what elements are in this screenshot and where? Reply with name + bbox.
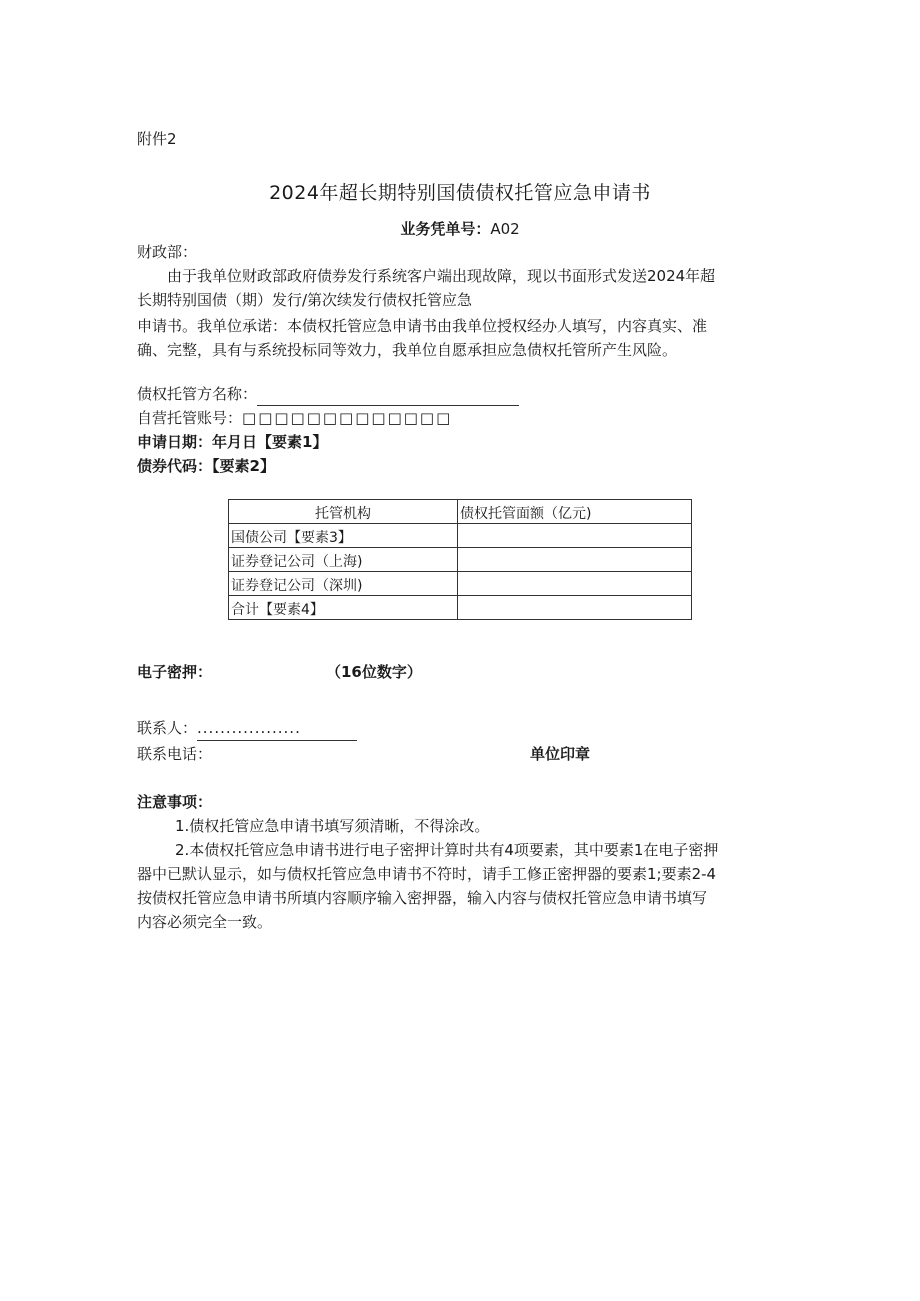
- table-cell-amount[interactable]: [458, 572, 692, 596]
- table-cell-amount[interactable]: [458, 524, 692, 548]
- attachment-label: 附件2: [137, 130, 177, 148]
- table-cell-amount[interactable]: [458, 596, 692, 620]
- contact-person-label: 联系人：: [137, 719, 198, 737]
- table-row: [229, 596, 692, 620]
- table-header-cell: 托管机构: [229, 500, 458, 524]
- body-line-2: 长期特别国债（期）发行/第次续发行债权托管应急: [137, 291, 473, 309]
- contact-person-row: [137, 716, 357, 741]
- body-line-3: 申请书。我单位承诺：本债权托管应急申请书由我单位授权经办人填写，内容真实、准: [137, 317, 708, 335]
- bond-code-row: [137, 454, 275, 478]
- notes-heading: 注意事项：: [137, 793, 213, 811]
- note-item-2-line-4: 内容必须完全一致。: [137, 913, 273, 931]
- custodian-name-row: [137, 382, 519, 406]
- electronic-seal-hint: （16位数字）: [326, 663, 422, 681]
- custody-table: [228, 499, 692, 620]
- note-item-2-line-3: 按债权托管应急申请书所填内容顺序输入密押器，输入内容与债权托管应急申请书填写: [137, 889, 708, 907]
- account-label: 自营托管账号：: [137, 409, 243, 427]
- body-line-1: 由于我单位财政部政府债券发行系统客户端出现故障，现以书面形式发送2024年超: [167, 267, 716, 285]
- note-item-2-line-1: 2.本债权托管应急申请书进行电子密押计算时共有4项要素，其中要素1在电子密押: [175, 841, 719, 859]
- voucher-label: 业务凭单号：: [400, 220, 491, 238]
- unit-seal-label: 单位印章: [530, 745, 591, 763]
- body-line-4: 确、完整，具有与系统投标同等效力，我单位自愿承担应急债权托管所产生风险。: [137, 341, 678, 359]
- table-row: [229, 548, 692, 572]
- apply-date-value: 年月日【要素1】: [212, 433, 328, 451]
- voucher-value: A02: [490, 220, 520, 238]
- electronic-seal-label: 电子密押：: [137, 663, 213, 681]
- table-header-cell: 债权托管面额（亿元): [458, 500, 692, 524]
- table-header-row: [229, 500, 692, 524]
- apply-date-row: [137, 430, 327, 454]
- custodian-name-label: 债权托管方名称：: [137, 385, 258, 403]
- note-item-2-line-2: 器中已默认显示，如与债权托管应急申请书不符时，请手工修正密押器的要素1;要素2-4: [137, 865, 717, 883]
- apply-date-label: 申请日期：: [137, 433, 213, 451]
- bond-code-label: 债券代码：: [137, 457, 213, 475]
- table-cell-institution: 证券登记公司（深圳): [229, 572, 458, 596]
- table-cell-institution: 证券登记公司（上海): [229, 548, 458, 572]
- table-row: [229, 572, 692, 596]
- table-cell-amount[interactable]: [458, 548, 692, 572]
- bond-code-value: 【要素2】: [212, 457, 275, 475]
- table-cell-institution: 合计【要素4】: [229, 596, 458, 620]
- note-item-1: 1.债权托管应急申请书填写须清晰，不得涂改。: [175, 817, 490, 835]
- contact-person-field[interactable]: ..................: [197, 716, 357, 741]
- contact-phone-label: 联系电话：: [137, 745, 213, 763]
- table-cell-institution: 国债公司【要素3】: [229, 524, 458, 548]
- table-row: [229, 524, 692, 548]
- voucher-number: [0, 218, 920, 239]
- document-title: 2024年超长期特别国债债权托管应急申请书: [269, 182, 651, 204]
- account-row: [137, 406, 452, 430]
- account-boxes[interactable]: □□□□□□□□□□□□□: [242, 409, 453, 427]
- custodian-name-field[interactable]: [257, 387, 519, 406]
- addressee: 财政部：: [137, 243, 198, 261]
